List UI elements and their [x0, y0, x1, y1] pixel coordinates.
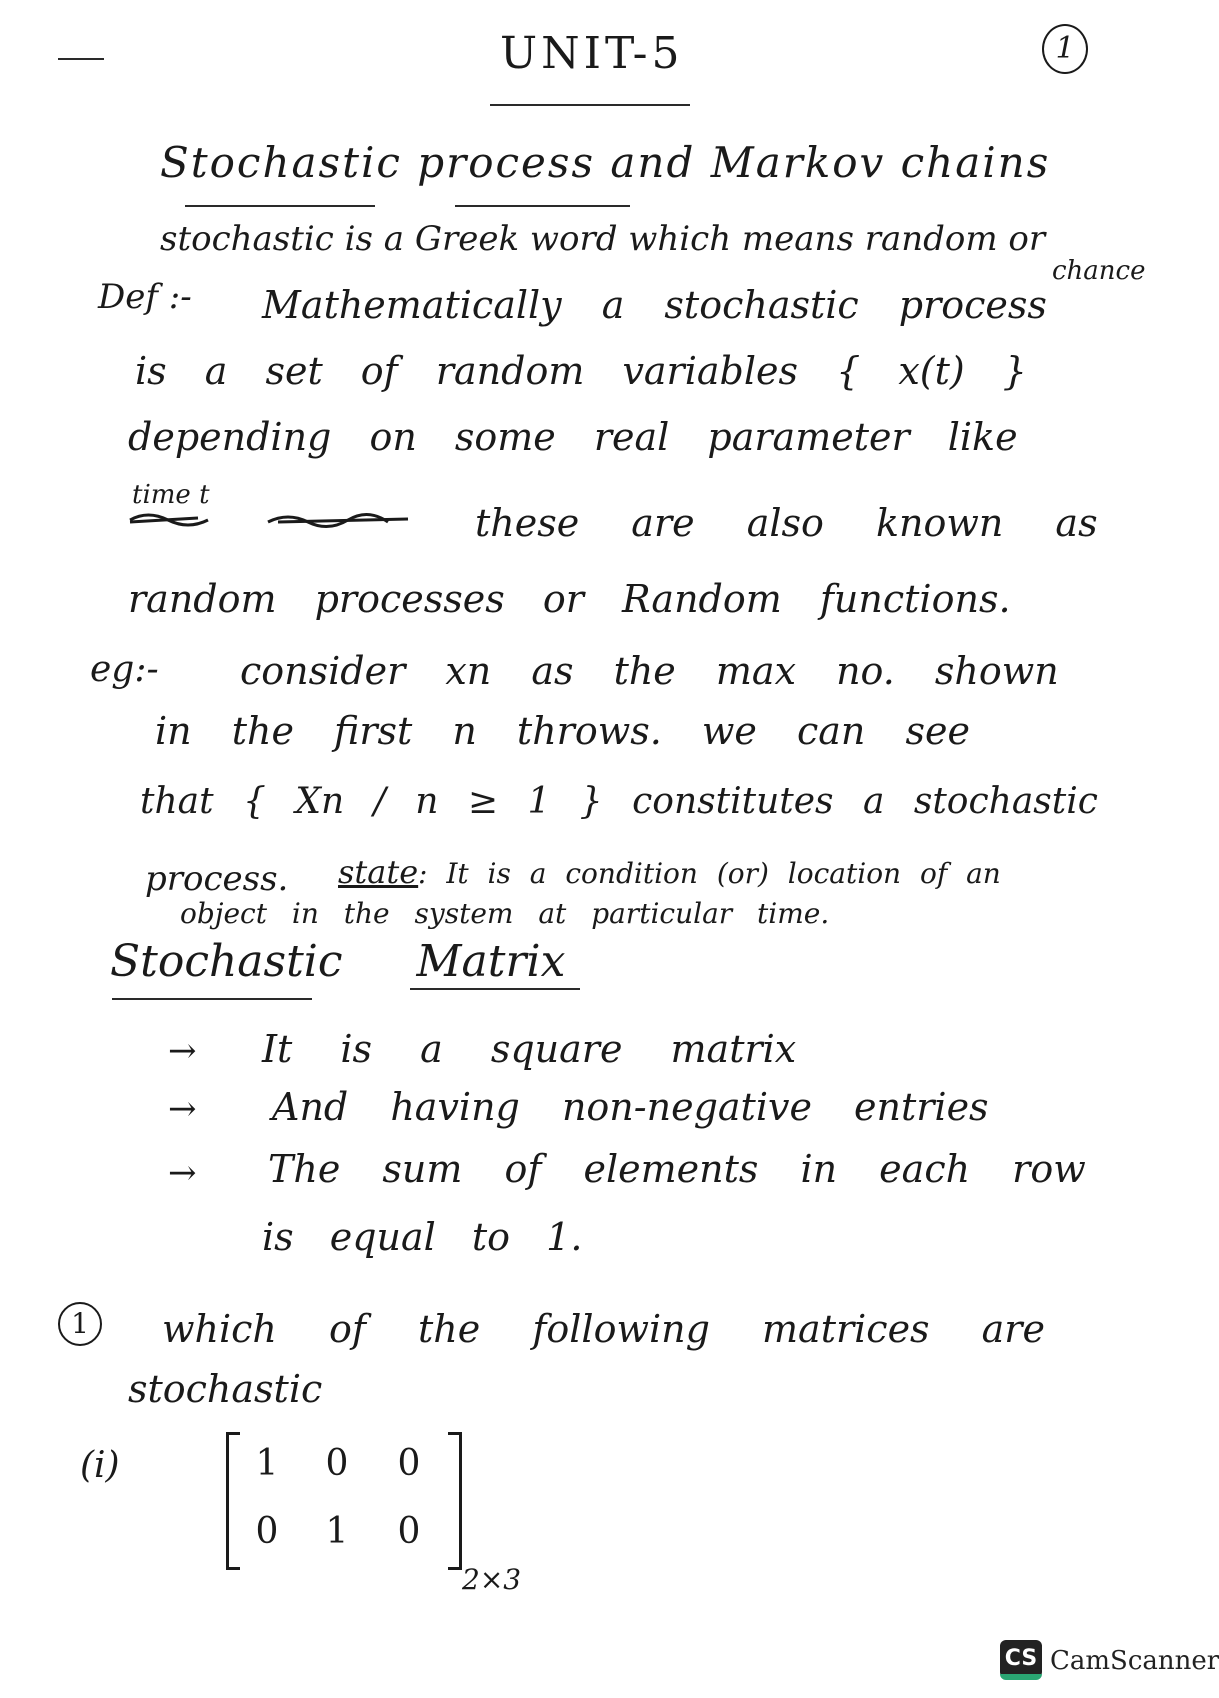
intro-chance-word: chance [1052, 256, 1146, 286]
matrix-cell: 0 [397, 1511, 421, 1552]
example-line-4a: process. [145, 859, 289, 899]
question-number: 1 [58, 1302, 102, 1346]
intro-line: stochastic is a Greek word which means random or [160, 219, 1046, 259]
definition-line-5: random processes or Random functions. [128, 577, 1011, 621]
margin-dash [58, 58, 104, 60]
heading-underline [185, 205, 375, 207]
matrix-heading-underline [112, 998, 312, 1000]
title-underline [490, 104, 690, 106]
scribble-icon [128, 506, 428, 536]
matrix-cell: 1 [325, 1511, 349, 1552]
section-heading: Stochastic process and Markov chains [160, 138, 1051, 187]
example-line-3: that { Xn / n ≥ 1 } constitutes a stochastic [140, 781, 1098, 822]
matrix-cell: 1 [255, 1443, 279, 1484]
example-line-1: consider xn as the max no. shown [240, 649, 1059, 693]
question-line-2: stochastic [128, 1367, 323, 1411]
camscanner-logo-bar [1000, 1674, 1042, 1680]
bullet-3-continuation: is equal to 1. [262, 1215, 583, 1259]
matrix-heading-underline-2 [410, 988, 580, 990]
example-label: eg:- [90, 649, 159, 690]
definition-time-word: time t [132, 480, 210, 510]
page-title: UNIT-5 [500, 28, 684, 79]
definition-line-3: depending on some real parameter like [128, 415, 1018, 459]
definition-line-1: Mathematically a stochastic process [262, 283, 1047, 327]
bullet-arrow-3: → [168, 1153, 197, 1193]
bullet-2: And having non-negative entries [272, 1085, 989, 1129]
bullet-arrow-1: → [168, 1031, 197, 1071]
matrix-cell: 0 [397, 1443, 421, 1484]
example-line-5: object in the system at particular time. [180, 897, 830, 930]
matrix-heading: Stochastic Matrix [110, 936, 566, 987]
definition-label: Def :- [98, 277, 192, 317]
state-label: state [338, 853, 419, 891]
part-label: (i) [80, 1445, 120, 1486]
bullet-arrow-2: → [168, 1089, 197, 1129]
example-line-4b: : It is a condition (or) location of an [418, 857, 1001, 890]
camscanner-logo-icon: CS [1000, 1640, 1042, 1678]
definition-line-4: these are also known as [475, 501, 1098, 545]
bullet-1: It is a square matrix [262, 1027, 797, 1071]
question-line-1: which of the following matrices are [162, 1307, 1045, 1351]
example-line-2: in the first n throws. we can see [155, 709, 970, 753]
bullet-3: The sum of elements in each row [268, 1147, 1086, 1191]
camscanner-watermark: CamScanner [1050, 1646, 1219, 1676]
definition-line-2: is a set of random variables { x(t) } [135, 349, 1027, 393]
page-number: 1 [1042, 24, 1088, 74]
matrix-dimension: 2×3 [462, 1563, 522, 1596]
matrix-i [226, 1432, 462, 1570]
matrix-cell: 0 [325, 1443, 349, 1484]
matrix-cell: 0 [255, 1511, 279, 1552]
heading-underline-2 [455, 205, 630, 207]
